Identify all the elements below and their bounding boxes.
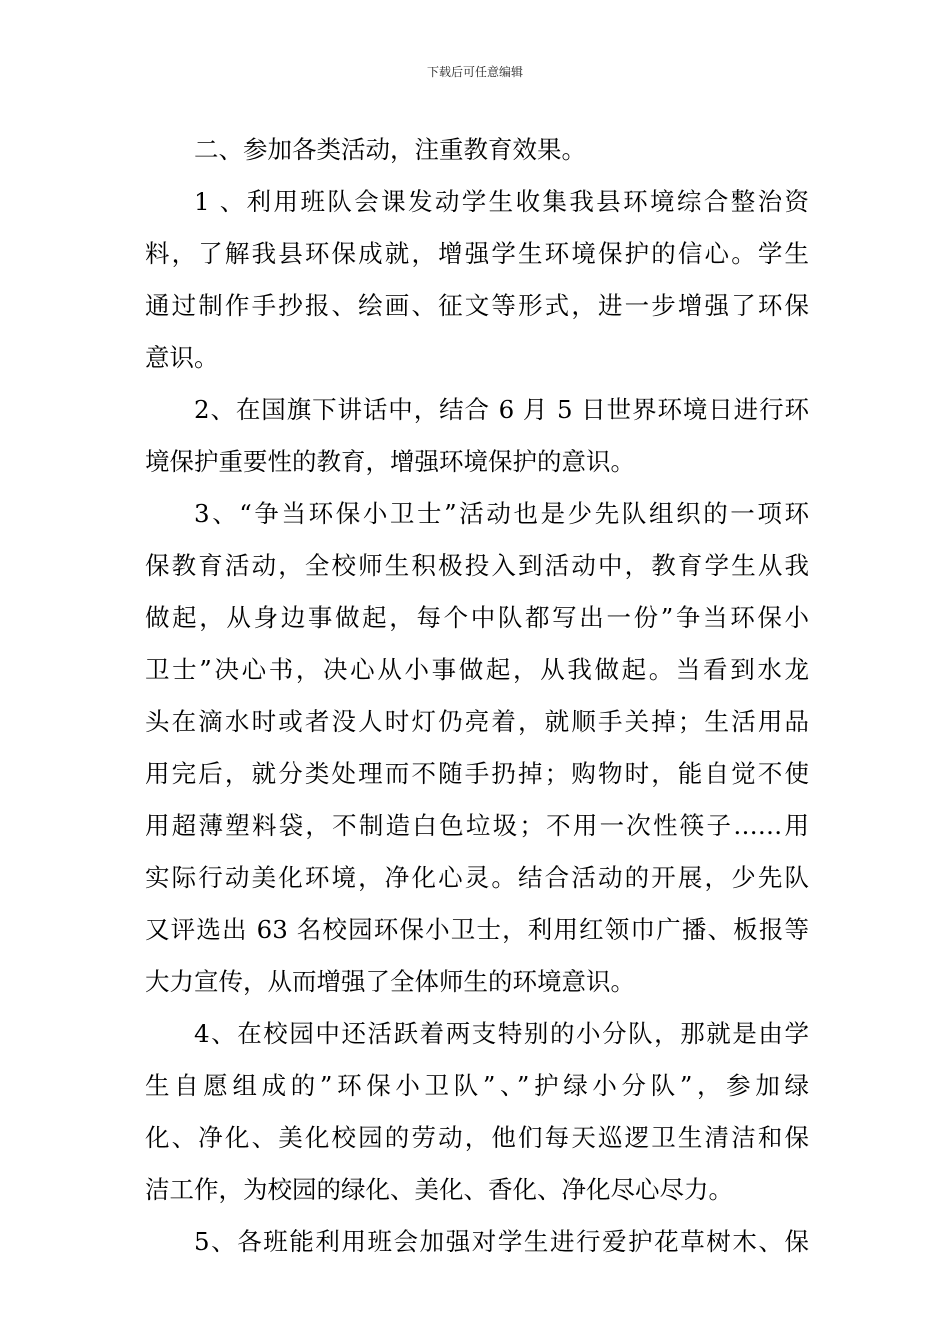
text-line: 化、净化、美化校园的劳动，他们每天巡逻卫生清洁和保: [145, 1123, 809, 1152]
text-line: 又评选出 63 名校园环保小卫士，利用红领巾广播、板报等: [145, 915, 809, 944]
text-line: 大力宣传，从而增强了全体师生的环境意识。: [145, 967, 635, 996]
text-line: 意识。: [145, 343, 219, 372]
text-line: 料，了解我县环保成就，增强学生环境保护的信心。学生: [145, 239, 809, 268]
text-line: 卫士”决心书，决心从小事做起，从我做起。当看到水龙: [145, 655, 809, 684]
text-line: 二、参加各类活动，注重教育效果。: [194, 135, 586, 164]
text-line: 2、在国旗下讲话中，结合 6 月 5 日世界环境日进行环: [194, 395, 809, 424]
text-line: 用完后，就分类处理而不随手扔掉；购物时，能自觉不使: [145, 759, 809, 788]
text-line: 保教育活动，全校师生积极投入到活动中，教育学生从我: [145, 551, 809, 580]
text-line: 4、在校园中还活跃着两支特别的小分队，那就是由学: [194, 1019, 809, 1048]
text-line: 1 、利用班队会课发动学生收集我县环境综合整治资: [194, 187, 809, 216]
text-line: 做起，从身边事做起，每个中队都写出一份”争当环保小: [145, 603, 809, 632]
text-line: 5、各班能利用班会加强对学生进行爱护花草树木、保: [194, 1227, 809, 1256]
page-header: 下载后可任意编辑: [426, 65, 523, 79]
document-body: [145, 124, 809, 1268]
text-line: 生自愿组成的”环保小卫队”、”护绿小分队”，参加绿: [145, 1071, 809, 1100]
text-line: 洁工作，为校园的绿化、美化、香化、净化尽心尽力。: [145, 1175, 733, 1204]
text-line: 境保护重要性的教育，增强环境保护的意识。: [145, 447, 635, 476]
text-line: 用超薄塑料袋，不制造白色垃圾；不用一次性筷子……用: [145, 811, 809, 840]
text-line: 实际行动美化环境，净化心灵。结合活动的开展，少先队: [145, 863, 809, 892]
text-line: 通过制作手抄报、绘画、征文等形式，进一步增强了环保: [145, 291, 809, 320]
text-line: 头在滴水时或者没人时灯仍亮着，就顺手关掉；生活用品: [145, 707, 809, 736]
text-line: 3、“争当环保小卫士”活动也是少先队组织的一项环: [194, 499, 809, 528]
